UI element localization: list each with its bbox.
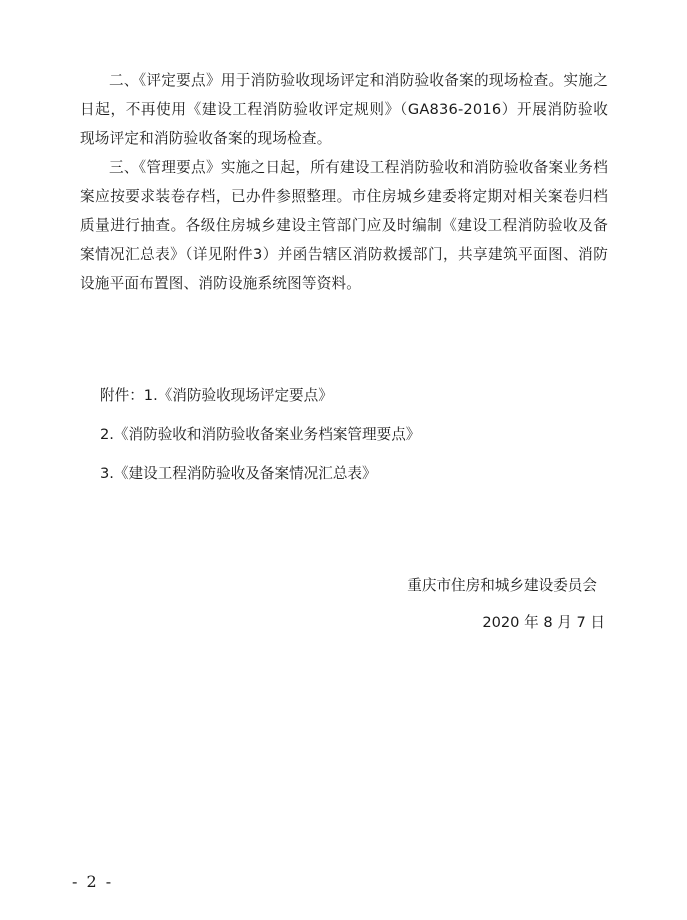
- page-number: - 2 -: [72, 872, 114, 891]
- attachment-item-2: 2.《消防验收和消防验收备案业务档案管理要点》: [100, 426, 421, 443]
- attachment-item-1: 附件：1.《消防验收现场评定要点》: [100, 387, 333, 404]
- paragraph-management-points: 三、《管理要点》实施之日起，所有建设工程消防验收和消防验收备案业务档案应按要求装卷存档，已办件参照整理。市住房城乡建委将定期对相关案卷归档质量进行抽查。各级住房城乡建设主管部门应及时编制《建设工程消防验收及备案情况汇总表》（详见附件3）并函告辖区消防救援部门，共享建筑平面图、消防设施平面布置图、消防设施系统图等资料。: [80, 159, 608, 292]
- issue-date: 2020 年 8 月 7 日: [482, 614, 605, 631]
- attachment-item-3: 3.《建设工程消防验收及备案情况汇总表》: [100, 465, 377, 482]
- issuing-organization: 重庆市住房和城乡建设委员会: [407, 577, 597, 594]
- paragraph-evaluation-points: 二、《评定要点》用于消防验收现场评定和消防验收备案的现场检查。实施之日起，不再使用《建设工程消防验收评定规则》（GA836-2016）开展消防验收现场评定和消防验收备案的现场检查。: [80, 72, 608, 147]
